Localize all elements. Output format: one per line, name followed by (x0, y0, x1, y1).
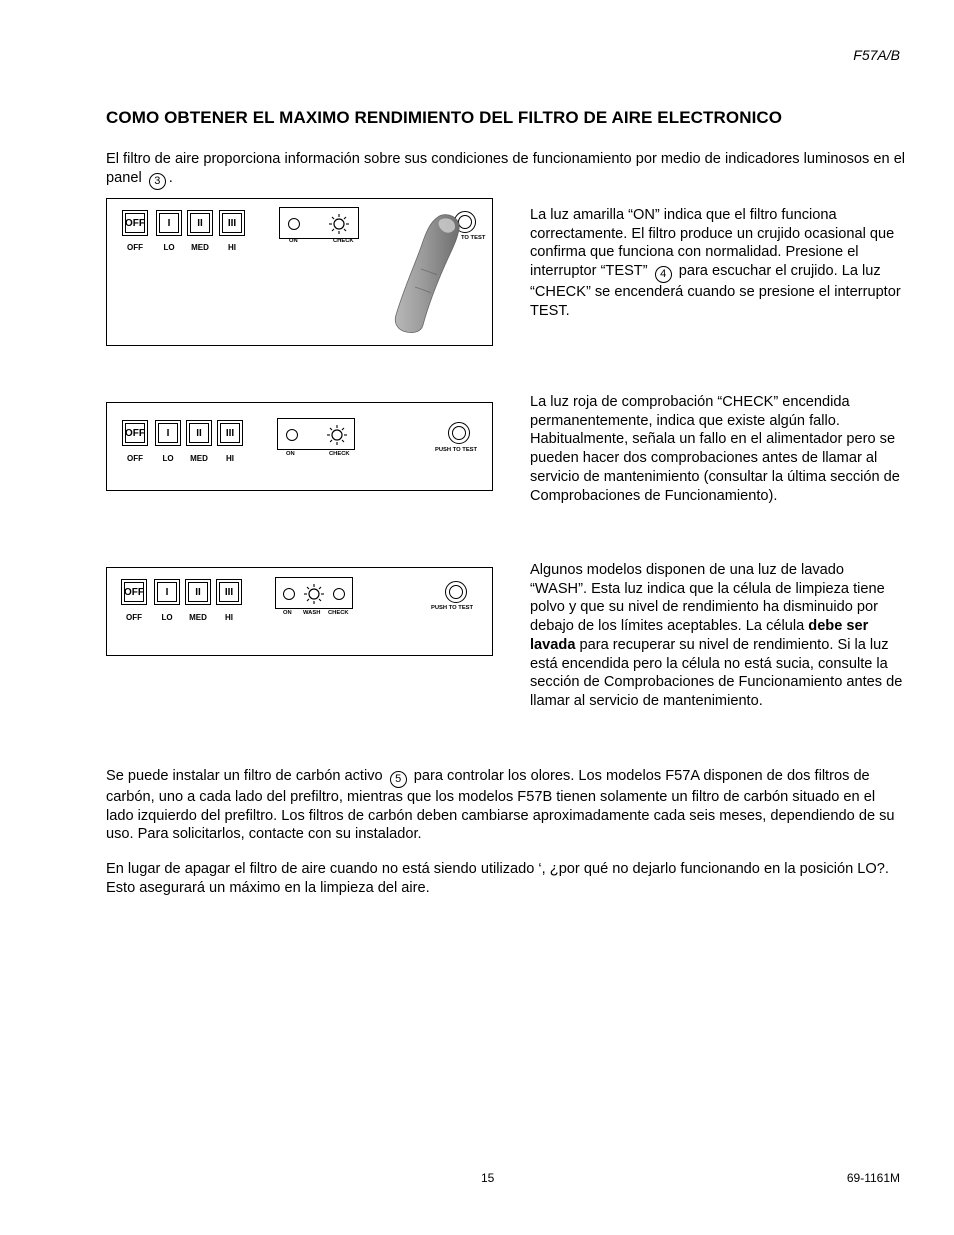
panel1-text-end: para escuchar el crujido. La luz “CHECK” se encenderá cuando se presione el interruptor TEST. (530, 263, 901, 319)
switch-hi[interactable] (216, 579, 242, 605)
switch-face: I (157, 582, 177, 602)
indicator-label: CHECK (329, 451, 350, 457)
on-lamp-icon (286, 429, 298, 441)
carbon-filter-paragraph (106, 767, 902, 844)
switch-label: MED (191, 243, 209, 252)
push-to-test-button[interactable] (445, 581, 467, 603)
push-to-test-button[interactable] (448, 422, 470, 444)
indicator-label: ON (289, 238, 298, 244)
on-lamp-icon (283, 588, 295, 600)
test-button-inner (449, 585, 463, 599)
switch-label: OFF (127, 454, 143, 463)
switch-med[interactable] (185, 579, 211, 605)
check-lamp-icon (333, 588, 345, 600)
panel1-text: La luz amarilla “ON” indica que el filtro funciona correctamente. El filtro produce un crujido ocasional que confirma que funciona con normalidad. Presione el interruptor “TEST” (530, 207, 895, 280)
switch-face: I (159, 213, 179, 233)
callout-5-icon: 5 (390, 771, 407, 788)
switch-face: II (190, 213, 210, 233)
test-button-label: PUSH TO TEST (435, 447, 478, 453)
switch-face: I (158, 423, 178, 443)
switch-face: OFF (124, 582, 144, 602)
switch-face: III (222, 213, 242, 233)
callout-3-icon: 3 (149, 173, 166, 190)
switch-label: HI (225, 613, 233, 622)
page-title: COMO OBTENER EL MAXIMO RENDIMIENTO DEL FILTRO DE AIRE ELECTRONICO (106, 108, 783, 127)
switch-med[interactable] (187, 210, 213, 236)
switch-face: III (219, 582, 239, 602)
switch-med[interactable] (186, 420, 212, 446)
indicator-box (275, 577, 353, 609)
intro-text: El filtro de aire proporciona información sobre sus condiciones de funcionamiento por medio de indicadores luminosos en el panel (106, 151, 906, 186)
switch-label: MED (190, 454, 208, 463)
test-button-label: TO TEST (461, 235, 486, 241)
panel1-description (530, 206, 905, 321)
switch-label: LO (161, 613, 173, 622)
switch-hi[interactable] (217, 420, 243, 446)
tip-paragraph: En lugar de apagar el filtro de aire cuando no está siendo utilizado ‘, ¿por qué no dejarlo funcionando en la posición LO?. Esto asegurará un máximo en la limpieza del aire. (106, 861, 889, 896)
finger-pressing-icon (391, 207, 466, 337)
check-lamp-lit-icon (326, 424, 348, 446)
page-number: 15 (481, 1171, 495, 1185)
switch-label: HI (226, 454, 234, 463)
panel3-text: Algunos modelos disponen de una luz de lavado “WASH”. Esta luz indica que la célula de limpieza tiene polvo y que su nivel de rendimiento ha disminuido por debajo de los límites aceptables. La célula (530, 562, 885, 635)
switch-off[interactable] (122, 210, 148, 236)
control-panel-2 (106, 402, 493, 491)
control-panel-3 (106, 567, 493, 656)
indicator-label: ON (286, 451, 295, 457)
panel3-text-end: para recuperar su nivel de rendimiento. Si la luz está encendida pero la célula no está sucia, consulte la sección de Comprobaciones de Funcionamiento antes de llamar al servicio de mantenimiento. (530, 636, 903, 709)
carbon-text-end: para controlar los olores. Los modelos F57A disponen de dos filtros de carbón, uno a cada lado del prefiltro, mientras que los modelos F57B tienen solamente un filtro de carbón situado en el lado izquierdo del prefiltro. Los filtros de carbón deben cambiarse aproximadamente cada seis meses, dependiendo de su uso. Para solicitarlos, contacte con su instalador. (106, 768, 895, 843)
switch-label: MED (189, 613, 207, 622)
indicator-label: ON (283, 610, 292, 616)
switch-face: III (220, 423, 240, 443)
document-number: 69-1161M (846, 1171, 900, 1185)
indicator-box (279, 207, 359, 239)
switch-lo[interactable] (154, 579, 180, 605)
indicator-label: WASH (303, 610, 321, 616)
panel3-text-bold: debe ser lavada (530, 618, 869, 653)
switch-label: HI (228, 243, 236, 252)
switch-face: OFF (125, 423, 145, 443)
intro-end: . (168, 169, 173, 186)
panel3-description (530, 561, 905, 711)
intro-paragraph (106, 150, 906, 190)
switch-face: II (188, 582, 208, 602)
callout-4-icon: 4 (655, 266, 672, 283)
test-button-label: PUSH TO TEST (431, 605, 474, 611)
check-lamp-lit-icon (328, 213, 350, 235)
switch-label: OFF (127, 243, 143, 252)
switch-label: LO (162, 454, 174, 463)
switch-lo[interactable] (156, 210, 182, 236)
panel2-description: La luz roja de comprobación “CHECK” encendida permanentemente, indica que existe algún fallo. Habitualmente, señala un fallo en el alimentador pero se pueden hacer dos comprobaciones antes de llamar al servicio de mantenimiento (consultar la última sección de Comprobaciones de Funcionamiento). (530, 394, 900, 504)
wash-lamp-lit-icon (303, 583, 325, 605)
switch-lo[interactable] (155, 420, 181, 446)
indicator-label: CHECK (328, 610, 349, 616)
switch-face: OFF (125, 213, 145, 233)
carbon-text: Se puede instalar un filtro de carbón activo (106, 768, 383, 784)
switch-hi[interactable] (219, 210, 245, 236)
indicator-label: CHECK (333, 238, 354, 244)
control-panel-1 (106, 198, 493, 346)
on-lamp-icon (288, 218, 300, 230)
indicator-box (277, 418, 355, 450)
switch-off[interactable] (122, 420, 148, 446)
switch-label: LO (163, 243, 175, 252)
switch-label: OFF (126, 613, 142, 622)
model-number: F57A/B (853, 47, 900, 63)
switch-face: II (189, 423, 209, 443)
switch-off[interactable] (121, 579, 147, 605)
test-button-inner (452, 426, 466, 440)
